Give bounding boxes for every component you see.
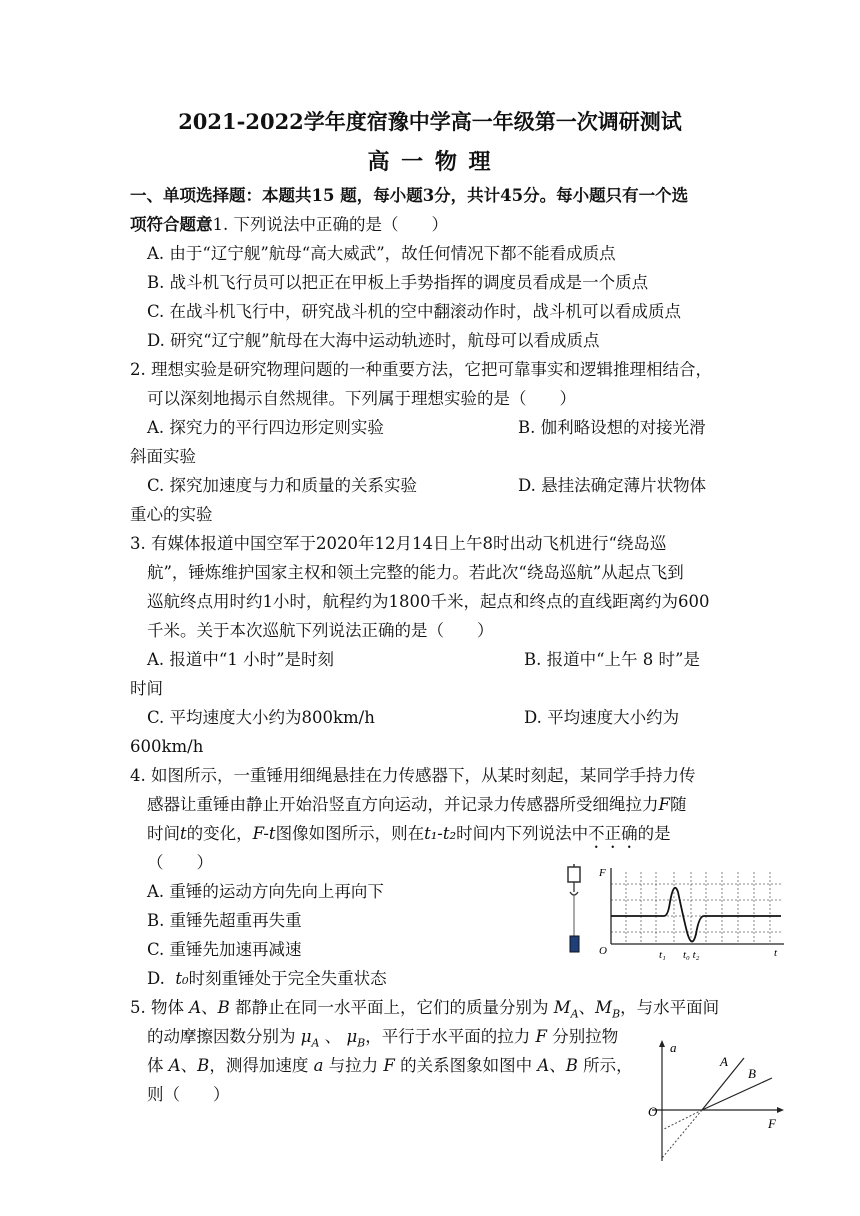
line-b-extension	[662, 1110, 702, 1130]
q4-text-d: 时间内下列说法中	[456, 824, 589, 843]
q2-option-b: B. 伽利略设想的对接光滑	[518, 418, 706, 437]
q4-emphasis-not-correct: 不正确	[588, 824, 638, 843]
q4-option-c: C. 重锤先加速再减速	[147, 940, 302, 959]
q1-stem: 1. 下列说法中正确的是（ ）	[212, 215, 448, 234]
q1-option-b: B. 战斗机飞行员可以把正在甲板上手势指挥的调度员看成是一个质点	[147, 273, 649, 292]
line-b	[702, 1078, 772, 1110]
label-origin: O	[648, 1104, 658, 1119]
q2-option-c: C. 探究加速度与力和质量的关系实验	[147, 476, 418, 495]
q4-stem-2	[147, 795, 686, 815]
q1-option-d: D. 研究“辽宁舰”航母在大海中运动轨迹时，航母可以看成质点	[147, 331, 600, 350]
q2-option-b-cont: 斜面实验	[130, 447, 196, 466]
q4-text-b: 的变化，	[186, 824, 253, 843]
q5-stem-1: 5. 物体 A、B 都静止在同一水平面上，它们的质量分别为 $M_A$、$M_B$，与水平面间	[130, 998, 720, 1021]
graph-label-t: t	[774, 947, 778, 959]
q4-option-d-t0: t₀	[175, 969, 189, 988]
q5-stem-2: 的动摩擦因数分别为 $\mu_A$ 、 $\mu_B$，平行于水平面的拉力 F 分别拉物	[147, 1027, 619, 1050]
q4-stem-2-end: 随	[669, 795, 687, 814]
graph-label-t0t2: t₀ t₂	[683, 949, 700, 961]
q5-stem-3: 体 A、B，测得加速度 a 与拉力 F 的关系图象如图中 A、B 所示，	[147, 1056, 633, 1075]
q1-option-c: C. 在战斗机飞行中，研究战斗机的空中翻滚动作时，战斗机可以看成质点	[147, 302, 682, 321]
q4-figure	[556, 862, 794, 964]
q2-stem-2: 可以深刻地揭示自然规律。下列属于理想实验的是（ ）	[147, 389, 576, 408]
force-sensor-icon	[568, 864, 580, 952]
q4-answer-paren: （ ）	[147, 853, 213, 872]
q1-option-a: A. 由于“辽宁舰”航母“高大威武”，故任何情况下都不能看成质点	[147, 244, 616, 263]
q2-option-d: D. 悬挂法确定薄片状物体	[518, 476, 707, 495]
line-a-extension	[662, 1110, 702, 1158]
q3-stem-3: 巡航终点用时约1小时，航程约为1800千米，起点和终点的直线距离约为600	[147, 592, 710, 611]
q4-var-t: t	[180, 824, 187, 843]
section-heading: 一、单项选择题：本题共15 题，每小题3分，共计45分。每小题只有一个选	[130, 186, 689, 205]
q4-option-d-prefix: D.	[147, 969, 165, 988]
q3-option-d-cont: 600km/h	[130, 737, 204, 756]
q2-option-d-cont: 重心的实验	[130, 505, 213, 524]
label-a-axis: a	[670, 1040, 677, 1055]
q4-option-b: B. 重锤先超重再失重	[147, 911, 302, 930]
q4-option-d-text: 时刻重锤处于完全失重状态	[188, 969, 387, 988]
q2-stem-1: 2. 理想实验是研究物理问题的一种重要方法，它把可靠事实和逻辑推理相结合，	[130, 360, 712, 379]
q4-text-e: 的是	[637, 824, 671, 843]
q3-option-d: D. 平均速度大小约为	[524, 708, 680, 727]
page-subtitle: 高 一 物 理	[367, 149, 493, 175]
q4-option-d	[147, 969, 387, 989]
q4-stem-1: 4. 如图所示，一重锤用细绳悬挂在力传感器下，从某时刻起，某同学手持力传	[130, 766, 696, 785]
graph-label-t1: t₁	[659, 949, 666, 961]
q4-var-t1t2: t₁-t₂	[424, 824, 457, 843]
q3-option-b: B. 报道中“上午 8 时”是	[524, 650, 700, 669]
q4-stem-2-text: 感器让重锤由静止开始沿竖直方向运动，并记录力传感器所受细绳拉力	[147, 795, 659, 814]
q4-var-f: F	[658, 795, 670, 814]
q3-option-a: A. 报道中“1 小时”是时刻	[147, 650, 335, 669]
q3-option-c: C. 平均速度大小约为800km/h	[147, 708, 375, 727]
q4-text-a: 时间	[147, 824, 180, 843]
label-f-axis: F	[768, 1116, 776, 1131]
q3-option-b-cont: 时间	[130, 679, 163, 698]
page-title: 2021-2022学年度宿豫中学高一年级第一次调研测试	[178, 109, 682, 134]
q4-option-a: A. 重锤的运动方向先向上再向下	[147, 882, 384, 901]
q4-text-c: 图像如图所示，则在	[275, 824, 425, 843]
graph-label-o: O	[599, 945, 607, 957]
q2-option-a: A. 探究力的平行四边形定则实验	[147, 418, 384, 437]
q5-stem-4: 则（ ）	[147, 1085, 230, 1104]
label-line-a: A	[720, 1054, 728, 1069]
section-heading-line2	[130, 215, 448, 235]
q5-figure	[640, 1036, 790, 1166]
q3-stem-4: 千米。关于本次巡航下列说法正确的是（ ）	[147, 621, 494, 640]
q4-stem-3	[147, 824, 671, 852]
q4-var-ft: F-t	[252, 824, 276, 843]
q3-stem-1: 3. 有媒体报道中国空军于2020年12月14日上午8时出动飞机进行“绕岛巡	[130, 534, 667, 553]
graph-label-f: F	[599, 867, 606, 879]
label-line-b: B	[748, 1066, 756, 1081]
a-axis-arrow	[659, 1040, 665, 1047]
q3-stem-2: 航”，锤炼维护国家主权和领土完整的能力。若此次“绕岛巡航”从起点飞到	[147, 563, 684, 582]
force-time-curve	[611, 888, 781, 942]
f-axis-arrow	[777, 1107, 784, 1113]
section-heading-bold: 项符合题意	[130, 215, 213, 234]
